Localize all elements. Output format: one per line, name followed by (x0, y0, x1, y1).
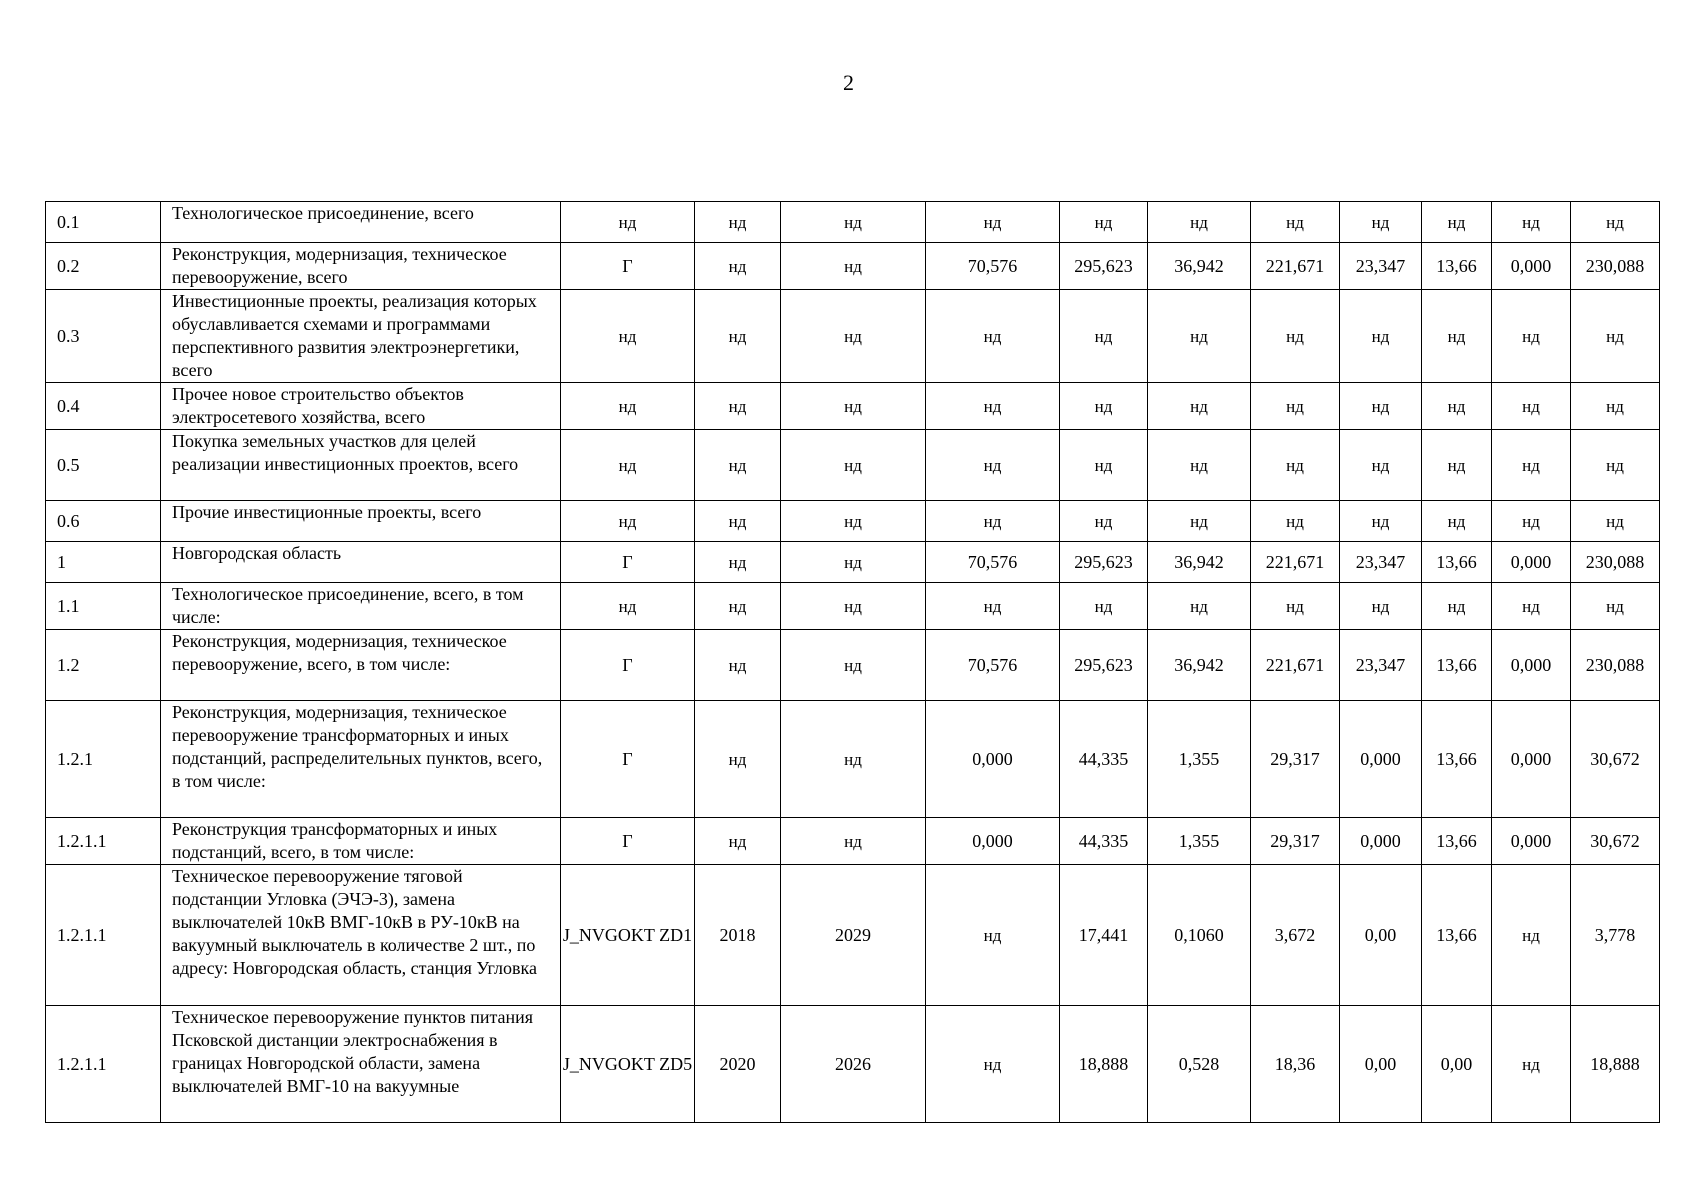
value-cell: J_NVGOKT ZD5 (561, 1006, 695, 1123)
value-cell: нд (781, 701, 926, 818)
value-cell: 0,000 (926, 818, 1060, 865)
value-cell: 0,00 (1340, 1006, 1422, 1123)
value-cell: 44,335 (1060, 701, 1148, 818)
table-row (46, 290, 1660, 383)
value-cell: нд (1251, 430, 1340, 501)
value-cell: нд (781, 501, 926, 542)
value-cell: нд (1340, 430, 1422, 501)
value-cell: нд (695, 501, 781, 542)
value-cell: 1,355 (1148, 701, 1251, 818)
value-cell: нд (1060, 290, 1148, 383)
value-cell: нд (1492, 383, 1571, 430)
value-cell: нд (561, 430, 695, 501)
table-row (46, 430, 1660, 501)
row-number-cell: 1.2 (46, 630, 161, 701)
value-cell: 3,672 (1251, 865, 1340, 1006)
value-cell: нд (926, 1006, 1060, 1123)
page-number: 2 (843, 70, 854, 95)
value-cell: Г (561, 630, 695, 701)
table-row (46, 630, 1660, 701)
value-cell: 29,317 (1251, 818, 1340, 865)
value-cell: 70,576 (926, 630, 1060, 701)
value-cell: 23,347 (1340, 542, 1422, 583)
table-row (46, 583, 1660, 630)
value-cell: 0,000 (1492, 630, 1571, 701)
value-cell: 13,66 (1422, 542, 1492, 583)
value-cell: нд (781, 630, 926, 701)
value-cell: нд (781, 383, 926, 430)
value-cell: нд (1340, 583, 1422, 630)
value-cell: нд (1060, 383, 1148, 430)
value-cell: Г (561, 818, 695, 865)
value-cell: нд (1571, 290, 1660, 383)
value-cell: нд (1422, 583, 1492, 630)
value-cell: 13,66 (1422, 701, 1492, 818)
value-cell: нд (561, 202, 695, 243)
value-cell: нд (1571, 202, 1660, 243)
value-cell: нд (1148, 501, 1251, 542)
value-cell: нд (1571, 383, 1660, 430)
value-cell: нд (1492, 501, 1571, 542)
value-cell: Г (561, 542, 695, 583)
value-cell: 70,576 (926, 542, 1060, 583)
value-cell: нд (1251, 383, 1340, 430)
value-cell: 0,00 (1422, 1006, 1492, 1123)
value-cell: 29,317 (1251, 701, 1340, 818)
value-cell: 2029 (781, 865, 926, 1006)
table-row (46, 1006, 1660, 1123)
row-name-cell: Покупка земельных участков для целей реализации инвестиционных проектов, всего (161, 430, 561, 501)
value-cell: нд (1148, 290, 1251, 383)
value-cell: 221,671 (1251, 542, 1340, 583)
value-cell: нд (1148, 202, 1251, 243)
value-cell: 2026 (781, 1006, 926, 1123)
value-cell: 36,942 (1148, 630, 1251, 701)
value-cell: 221,671 (1251, 630, 1340, 701)
value-cell: нд (1148, 430, 1251, 501)
value-cell: 0,000 (1340, 701, 1422, 818)
row-name-cell: Техническое перевооружение тяговой подстанции Угловка (ЭЧЭ-3), замена выключателей 10кВ ВМГ-10кВ в РУ-10кВ на вакуумный выключатель в количестве 2 шт., по адресу: Новгородская область, станция Угловка (161, 865, 561, 1006)
value-cell: 0,000 (1492, 542, 1571, 583)
row-number-cell: 0.2 (46, 243, 161, 290)
row-name-cell: Новгородская область (161, 542, 561, 583)
value-cell: нд (1060, 501, 1148, 542)
value-cell: нд (1340, 202, 1422, 243)
value-cell: нд (781, 290, 926, 383)
row-number-cell: 0.3 (46, 290, 161, 383)
row-name-cell: Реконструкция, модернизация, техническое перевооружение, всего, в том числе: (161, 630, 561, 701)
value-cell: 30,672 (1571, 701, 1660, 818)
value-cell: 0,000 (1492, 243, 1571, 290)
value-cell: нд (1571, 583, 1660, 630)
value-cell: нд (1422, 430, 1492, 501)
investment-program-table (45, 201, 1660, 1123)
row-number-cell: 1.1 (46, 583, 161, 630)
table-row (46, 865, 1660, 1006)
value-cell: Г (561, 701, 695, 818)
value-cell: нд (781, 243, 926, 290)
value-cell: 36,942 (1148, 542, 1251, 583)
value-cell: нд (695, 290, 781, 383)
value-cell: нд (1060, 583, 1148, 630)
value-cell: нд (695, 818, 781, 865)
value-cell: нд (1251, 290, 1340, 383)
value-cell: нд (1340, 290, 1422, 383)
value-cell: 23,347 (1340, 243, 1422, 290)
value-cell: нд (781, 542, 926, 583)
value-cell: нд (695, 383, 781, 430)
row-number-cell: 0.5 (46, 430, 161, 501)
value-cell: нд (1422, 202, 1492, 243)
table-row (46, 818, 1660, 865)
value-cell: нд (1060, 430, 1148, 501)
value-cell: 2018 (695, 865, 781, 1006)
row-name-cell: Техническое перевооружение пунктов питания Псковской дистанции электроснабжения в границах Новгородской области, замена выключателей ВМГ-10 на вакуумные (161, 1006, 561, 1123)
value-cell: Г (561, 243, 695, 290)
value-cell: нд (1148, 583, 1251, 630)
row-number-cell: 0.4 (46, 383, 161, 430)
value-cell: нд (1492, 290, 1571, 383)
value-cell: 70,576 (926, 243, 1060, 290)
table-row (46, 243, 1660, 290)
table-row (46, 383, 1660, 430)
value-cell: 295,623 (1060, 542, 1148, 583)
row-name-cell: Прочие инвестиционные проекты, всего (161, 501, 561, 542)
value-cell: нд (695, 202, 781, 243)
value-cell: нд (561, 383, 695, 430)
row-name-cell: Технологическое присоединение, всего, в том числе: (161, 583, 561, 630)
value-cell: нд (1422, 501, 1492, 542)
value-cell: нд (781, 818, 926, 865)
value-cell: нд (1492, 583, 1571, 630)
value-cell: 17,441 (1060, 865, 1148, 1006)
value-cell: нд (561, 583, 695, 630)
value-cell: нд (1492, 430, 1571, 501)
value-cell: 23,347 (1340, 630, 1422, 701)
row-number-cell: 1.2.1.1 (46, 818, 161, 865)
value-cell: 0,528 (1148, 1006, 1251, 1123)
value-cell: J_NVGOKT ZD1 (561, 865, 695, 1006)
row-number-cell: 0.1 (46, 202, 161, 243)
value-cell: нд (926, 383, 1060, 430)
value-cell: 0,000 (1340, 818, 1422, 865)
table-row (46, 202, 1660, 243)
value-cell: 0,1060 (1148, 865, 1251, 1006)
value-cell: нд (1340, 383, 1422, 430)
value-cell: нд (561, 290, 695, 383)
value-cell: 230,088 (1571, 243, 1660, 290)
row-name-cell: Инвестиционные проекты, реализация которых обуславливается схемами и программами перспективного развития электроэнергетики, всего (161, 290, 561, 383)
value-cell: 230,088 (1571, 542, 1660, 583)
value-cell: нд (1251, 202, 1340, 243)
value-cell: нд (926, 290, 1060, 383)
row-number-cell: 1.2.1.1 (46, 865, 161, 1006)
value-cell: нд (695, 430, 781, 501)
value-cell: нд (1251, 501, 1340, 542)
value-cell: 0,000 (1492, 701, 1571, 818)
value-cell: нд (1571, 430, 1660, 501)
value-cell: нд (781, 202, 926, 243)
value-cell: нд (926, 583, 1060, 630)
value-cell: нд (1571, 501, 1660, 542)
value-cell: 1,355 (1148, 818, 1251, 865)
value-cell: нд (695, 583, 781, 630)
value-cell: 30,672 (1571, 818, 1660, 865)
value-cell: нд (695, 701, 781, 818)
value-cell: 18,888 (1571, 1006, 1660, 1123)
row-name-cell: Реконструкция, модернизация, техническое перевооружение, всего (161, 243, 561, 290)
value-cell: нд (1492, 865, 1571, 1006)
table-row (46, 501, 1660, 542)
value-cell: 36,942 (1148, 243, 1251, 290)
row-number-cell: 1 (46, 542, 161, 583)
value-cell: нд (781, 430, 926, 501)
row-name-cell: Реконструкция трансформаторных и иных подстанций, всего, в том числе: (161, 818, 561, 865)
row-name-cell: Реконструкция, модернизация, техническое перевооружение трансформаторных и иных подстанций, распределительных пунктов, всего, в том числе: (161, 701, 561, 818)
value-cell: 0,000 (1492, 818, 1571, 865)
value-cell: нд (1492, 202, 1571, 243)
value-cell: 18,36 (1251, 1006, 1340, 1123)
value-cell: нд (695, 542, 781, 583)
value-cell: 13,66 (1422, 243, 1492, 290)
value-cell: нд (781, 583, 926, 630)
row-number-cell: 0.6 (46, 501, 161, 542)
value-cell: нд (561, 501, 695, 542)
value-cell: 230,088 (1571, 630, 1660, 701)
value-cell: 221,671 (1251, 243, 1340, 290)
value-cell: нд (926, 501, 1060, 542)
row-number-cell: 1.2.1 (46, 701, 161, 818)
value-cell: нд (1148, 383, 1251, 430)
value-cell: 295,623 (1060, 630, 1148, 701)
table-row (46, 542, 1660, 583)
value-cell: 0,00 (1340, 865, 1422, 1006)
row-name-cell: Технологическое присоединение, всего (161, 202, 561, 243)
value-cell: нд (695, 243, 781, 290)
value-cell: нд (695, 630, 781, 701)
value-cell: 295,623 (1060, 243, 1148, 290)
value-cell: 13,66 (1422, 865, 1492, 1006)
value-cell: 2020 (695, 1006, 781, 1123)
value-cell: нд (926, 202, 1060, 243)
value-cell: 13,66 (1422, 818, 1492, 865)
value-cell: 13,66 (1422, 630, 1492, 701)
value-cell: 44,335 (1060, 818, 1148, 865)
row-number-cell: 1.2.1.1 (46, 1006, 161, 1123)
value-cell: нд (1492, 1006, 1571, 1123)
row-name-cell: Прочее новое строительство объектов электросетевого хозяйства, всего (161, 383, 561, 430)
value-cell: нд (1422, 290, 1492, 383)
value-cell: 0,000 (926, 701, 1060, 818)
value-cell: нд (926, 430, 1060, 501)
value-cell: 18,888 (1060, 1006, 1148, 1123)
value-cell: 3,778 (1571, 865, 1660, 1006)
value-cell: нд (1422, 383, 1492, 430)
table-row (46, 701, 1660, 818)
value-cell: нд (1340, 501, 1422, 542)
value-cell: нд (1251, 583, 1340, 630)
value-cell: нд (926, 865, 1060, 1006)
value-cell: нд (1060, 202, 1148, 243)
